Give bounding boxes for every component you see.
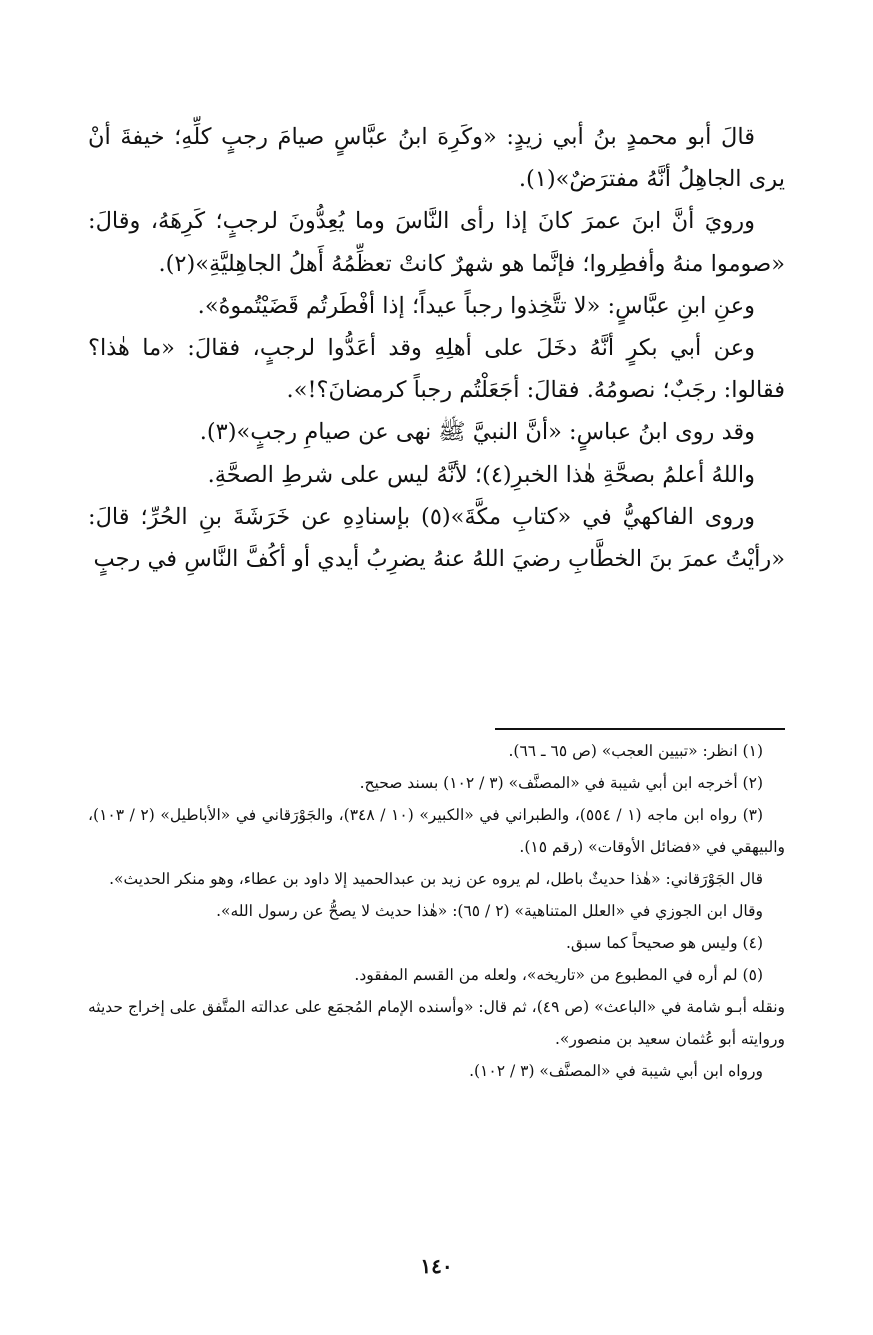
footnote: (١) انظر: «تبيين العجب» (ص ٦٥ ـ ٦٦). — [508, 742, 763, 760]
body-paragraph: وعن أبي بكرٍ أنَّهُ دخَلَ على أهلِهِ وقد أعَدُّوا لرجبٍ، فقالَ: «ما هٰذا؟ فقالوا: رجَبٌ؛ نصومُهُ. فقالَ: أجَعَلْتُم رجباً كرمضانَ؟!». — [88, 335, 785, 404]
footnote: (٥) لم أره في المطبوع من «تاريخه»، ولعله من القسم المفقود. — [354, 966, 763, 984]
body-paragraph: ورويَ أنَّ ابنَ عمرَ كانَ إذا رأى النَّاسَ وما يُعِدُّونَ لرجبٍ؛ كَرِهَهُ، وقالَ: «صوموا منهُ وأفطِروا؛ فإنَّما هو شهرٌ كانتْ تعظِّمُهُ أَهلُ الجاهِليَّةِ»(٢). — [88, 208, 785, 277]
footnote: (٤) وليس هو صحيحاً كما سبق. — [565, 934, 763, 952]
footnote: وقال ابن الجوزي في «العلل المتناهية» (٢ / ٦٥): «هٰذا حديث لا يصحُّ عن رسول الله». — [216, 902, 763, 920]
footnote-divider — [495, 728, 785, 730]
footnotes — [88, 735, 785, 1087]
footnote: (٢) أخرجه ابن أبي شيبة في «المصنَّف» (٣ / ١٠٢) بسند صحيح. — [359, 774, 763, 792]
body-paragraph: وعنِ ابنِ عبَّاسٍ: «لا تتَّخِذوا رجباً عيداً؛ إذا أفْطَرتُم قَضَيْتُموهُ». — [197, 292, 755, 319]
page-number: ١٤٠ — [420, 1254, 453, 1278]
footnote: ونقله أبـو شامة في «الباعث» (ص ٤٩)، ثم قال: «وأسنده الإمام المُجمَع على عدالته المتَّفق على إخراج حديثه وروايته أبو عُثمان سعيد بن منصور». — [88, 998, 785, 1048]
body-paragraph: واللهُ أعلمُ بصحَّةِ هٰذا الخبرِ(٤)؛ لأنَّهُ ليس على شرطِ الصحَّةِ. — [207, 461, 755, 488]
body-paragraph: وروى الفاكهيُّ في «كتابِ مكَّةَ»(٥) بإسنادِهِ عن خَرَشَةَ بنِ الحُرِّ؛ قالَ: «رأيْتُ عمرَ بنَ الخطَّابِ رضيَ اللهُ عنهُ يضرِبُ أيدي أو أكُفَّ النَّاسِ في رجبٍ — [88, 503, 785, 573]
main-text — [88, 116, 785, 580]
body-paragraph: قالَ أبو محمدٍ بنُ أبي زيدٍ: «وكَرِهَ ابنُ عبَّاسٍ صيامَ رجبٍ كلِّهِ؛ خيفةَ أنْ يرى الجاهِلُ أنَّهُ مفترَضٌ»(١). — [88, 124, 785, 193]
body-paragraph: وقد روى ابنُ عباسٍ: «أنَّ النبيَّ ﷺ نهى عن صيامِ رجبٍ»(٣). — [199, 419, 755, 446]
footnote: قال الجَوْرَقاني: «هٰذا حديثٌ باطل، لم يروه عن زيد بن عبدالحميد إلا داود بن عطاء، وهو منكر الحديث». — [109, 870, 763, 888]
footnote: (٣) رواه ابن ماجه (١ / ٥٥٤)، والطبراني في «الكبير» (١٠ / ٣٤٨)، والجَوْرَقاني في «الأباطيل» (٢ / ١٠٣)، والبيهقي في «فضائل الأوقات» (رقم ١٥). — [88, 806, 785, 856]
footnote: ورواه ابن أبي شيبة في «المصنَّف» (٣ / ١٠٢). — [469, 1062, 763, 1080]
